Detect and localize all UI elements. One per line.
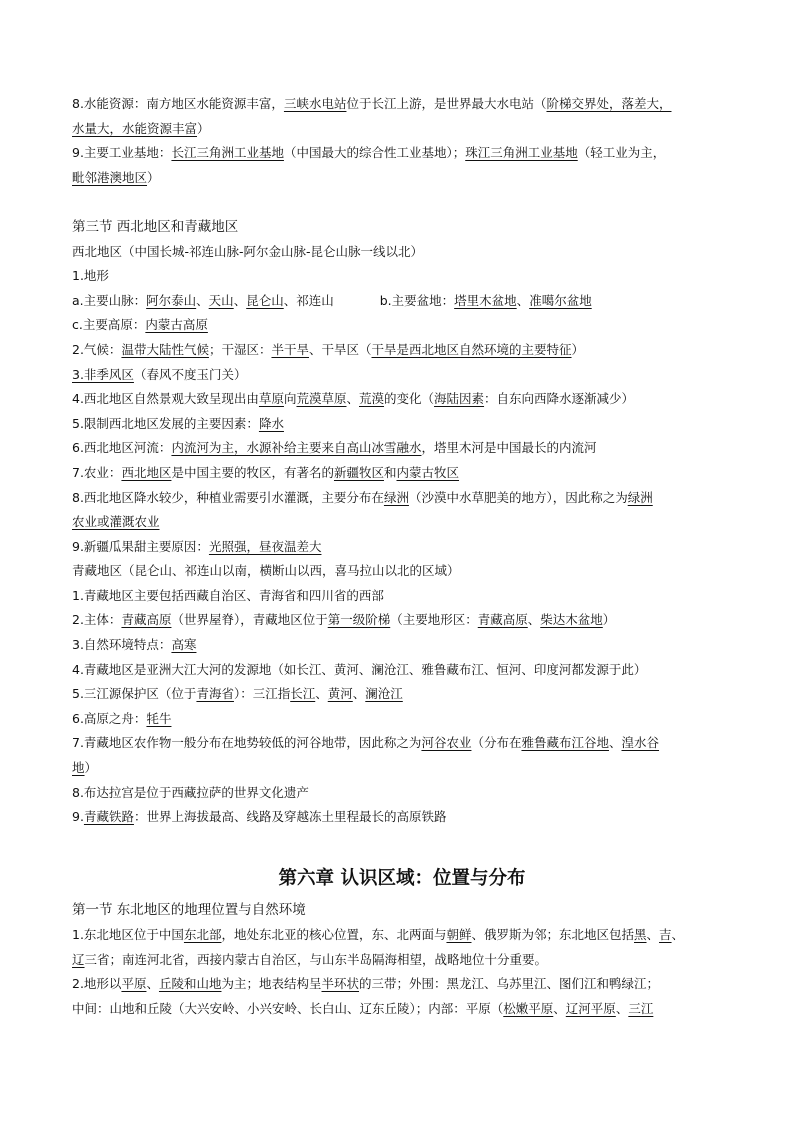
- text-segment: 9.: [72, 809, 84, 825]
- underlined-term: 降水: [258, 415, 284, 431]
- text-line: [72, 461, 732, 486]
- text-segment: 西北地区（中国长城-祁连山脉-阿尔金山脉-昆仑山脉一线以北）: [72, 243, 424, 259]
- text-line: [72, 92, 732, 117]
- text-segment: 、: [646, 927, 660, 942]
- text-segment: 和: [383, 464, 397, 480]
- text-line: [72, 608, 732, 633]
- underlined-term: 东北部: [183, 927, 222, 942]
- text-segment: 第一节 东北地区的地理位置与自然环境: [72, 902, 306, 919]
- text-segment: 1.地形: [72, 268, 109, 284]
- underlined-term: 青藏高原: [121, 612, 172, 628]
- section-heading: [72, 898, 732, 923]
- text-line: [72, 658, 732, 683]
- underlined-term: 阿尔泰山: [146, 292, 197, 308]
- underlined-term: 吉: [659, 927, 672, 942]
- text-segment: 2.主体：: [72, 612, 122, 628]
- underlined-term: 三江: [628, 1000, 654, 1016]
- text-segment: 2.气候：: [72, 341, 122, 357]
- underlined-term: 辽: [72, 951, 85, 967]
- text-segment: ，地处东北亚的核心位置，东、北两面与: [221, 927, 447, 942]
- text-segment: 3.自然环境特点：: [72, 637, 172, 653]
- underlined-term: 澜沧江: [365, 686, 403, 702]
- text-segment: 是中国主要的牧区，有著名的: [171, 464, 334, 480]
- text-line: [72, 289, 732, 314]
- underlined-term: 草原: [258, 391, 284, 407]
- text-segment: 8.西北地区降水较少，种植业需要引水灌溉，主要分布在: [72, 489, 384, 505]
- underlined-term: 珠江三角洲工业基地: [465, 145, 578, 161]
- underlined-term: 青海省: [196, 686, 234, 702]
- underlined-term: 长江三角洲工业基地: [171, 145, 284, 161]
- text-segment: ：自东向西降水逐渐减少）: [484, 391, 635, 407]
- text-line: [72, 972, 732, 997]
- text-segment: （世界屋脊），青藏地区位于: [171, 612, 328, 628]
- text-segment: 、: [516, 292, 530, 308]
- underlined-term: 雅鲁藏布江谷地: [521, 735, 609, 751]
- underlined-term: 平原: [121, 976, 147, 992]
- text-segment: 三省；南连河北省，西接内蒙古自治区，与山东半岛隔海相望，战略地位十分重要。: [84, 951, 548, 967]
- underlined-term: 高寒: [171, 637, 197, 653]
- text-line: [72, 264, 732, 289]
- underlined-term: 内蒙古牧区: [396, 464, 460, 480]
- text-line: [72, 584, 732, 609]
- underlined-term: 毗邻港澳地区: [72, 169, 148, 185]
- underlined-term: 阶梯交界处，落差大，: [546, 96, 672, 111]
- text-segment: 、俄罗斯为邻；东北地区包括: [471, 927, 634, 942]
- underlined-term: 新疆牧区: [333, 464, 384, 480]
- text-segment: 9.主要工业基地：: [72, 145, 172, 161]
- text-segment: 4.西北地区自然景观大致呈现出由: [72, 391, 259, 407]
- text-line: [72, 510, 732, 535]
- text-line: [72, 313, 732, 338]
- text-segment: 、: [346, 391, 359, 407]
- chapter-title: [72, 860, 732, 898]
- text-segment: （主要地形区：: [390, 612, 478, 628]
- text-segment: ）：三江指: [233, 686, 291, 702]
- text-segment: 、: [315, 686, 328, 702]
- text-segment: 为主；地表结构呈: [221, 976, 322, 992]
- underlined-term: 3.非季风区: [72, 366, 134, 382]
- underlined-term: 牦牛: [146, 710, 172, 726]
- underlined-term: 准噶尔盆地: [529, 292, 592, 308]
- text-segment: a.主要山脉：: [72, 292, 147, 308]
- text-segment: ）: [147, 169, 160, 185]
- underlined-term: 柴达木盆地: [540, 612, 603, 628]
- text-segment: 、: [352, 686, 366, 702]
- underlined-term: 地: [72, 760, 85, 776]
- section-heading: [72, 215, 732, 240]
- text-segment: 、: [146, 976, 159, 992]
- text-segment: 的变化（: [384, 391, 435, 407]
- text-segment: 2.地形以: [72, 976, 122, 992]
- text-segment: 6.西北地区河流：: [72, 440, 172, 456]
- text-line: [72, 997, 732, 1022]
- underlined-term: 温带大陆性气候: [121, 341, 209, 357]
- text-line: [72, 166, 732, 191]
- underlined-term: 三峡水电站: [283, 96, 347, 111]
- underlined-term: 绿洲: [627, 489, 653, 505]
- underlined-term: 松嫩平原: [503, 1000, 554, 1016]
- text-segment: 第三节 西北地区和青藏地区: [72, 218, 239, 235]
- text-line: [72, 948, 732, 973]
- text-segment: ）: [197, 120, 210, 136]
- underlined-term: 塔里木盆地: [454, 292, 517, 308]
- text-segment: 7.农业：: [72, 464, 122, 480]
- text-line: [72, 535, 732, 560]
- text-segment: 1.青藏地区主要包括西藏自治区、青海省和四川省的西部: [72, 587, 384, 603]
- text-segment: 、: [615, 1000, 629, 1016]
- text-segment: 、: [608, 735, 622, 751]
- underlined-term: 绿洲: [383, 489, 409, 505]
- text-line: [72, 707, 732, 732]
- document-page: [72, 92, 732, 1021]
- underlined-term: 海陆因素: [434, 391, 485, 407]
- text-line: [72, 559, 732, 584]
- underlined-term: 昆仑山: [246, 292, 284, 308]
- text-segment: c.主要高原：: [72, 317, 146, 333]
- blank-line: [72, 190, 732, 215]
- underlined-term: 水量大，水能资源丰富: [72, 120, 198, 136]
- blank-line: [72, 830, 732, 855]
- underlined-term: 光照强，昼夜温差大: [208, 538, 322, 554]
- text-line: [72, 682, 732, 707]
- text-segment: ；干湿区：: [208, 341, 272, 357]
- text-segment: 、: [233, 292, 247, 308]
- text-segment: 5.限制西北地区发展的主要因素：: [72, 415, 259, 431]
- text-segment: 位于长江上游，是世界最大水电站（: [346, 96, 547, 111]
- text-line: [72, 486, 732, 511]
- underlined-term: 青藏高原: [477, 612, 528, 628]
- text-line: [72, 436, 732, 461]
- underlined-term: 农业或灌溉农业: [72, 514, 160, 530]
- text-segment: 、: [553, 1000, 566, 1016]
- text-segment: 的三带；外围：黑龙江、乌苏里江、图们江和鸭绿江；: [359, 976, 660, 992]
- underlined-term: 辽河平原: [565, 1000, 616, 1016]
- text-line: [72, 117, 732, 142]
- underlined-term: 河谷农业: [421, 735, 472, 751]
- text-segment: 第六章 认识区域：位置与分布: [278, 868, 526, 890]
- text-line: [72, 338, 732, 363]
- underlined-term: 第一级阶梯: [327, 612, 391, 628]
- underlined-term: 黄河: [327, 686, 353, 702]
- underlined-term: 青藏铁路: [83, 809, 134, 825]
- text-line: [72, 633, 732, 658]
- underlined-term: 长江: [290, 686, 316, 702]
- text-segment: 、: [196, 292, 209, 308]
- text-segment: （沙漠中水草肥美的地方），因此称之为: [408, 489, 628, 505]
- text-segment: ）: [571, 341, 585, 357]
- text-segment: 1.东北地区位于中国: [72, 927, 184, 942]
- text-segment: （轻工业为主，: [577, 145, 666, 161]
- text-segment: b.主要盆地：: [379, 292, 455, 308]
- text-segment: （中国最大的综合性工业基地）；: [283, 145, 466, 161]
- text-line: [72, 240, 732, 265]
- text-segment: 4.青藏地区是亚洲大江大河的发源地（如长江、黄河、澜沧江、雅鲁藏布江、恒河、印度河都发源于此）: [72, 661, 647, 677]
- underlined-term: 半环状: [321, 976, 360, 992]
- underlined-term: 天山: [208, 292, 234, 308]
- underlined-term: 荒漠草原: [296, 391, 347, 407]
- underlined-term: 丘陵和山地: [158, 976, 222, 992]
- text-line: [72, 363, 732, 388]
- text-line: [72, 756, 732, 781]
- text-line: [72, 412, 732, 437]
- underlined-term: 内流河为主，水源补给主要来自高山冰雪融水: [171, 440, 422, 456]
- text-line: [72, 805, 732, 830]
- text-segment: 9.新疆瓜果甜主要原因：: [72, 538, 209, 554]
- text-segment: （分布在: [471, 735, 522, 751]
- text-segment: 青藏地区（昆仑山、祁连山以南，横断山以西，喜马拉山以北的区域）: [72, 563, 460, 579]
- underlined-term: 黑: [634, 927, 647, 942]
- text-segment: ）: [602, 612, 616, 628]
- text-segment: 8.布达拉宫是位于西藏拉萨的世界文化遗产: [72, 784, 309, 800]
- text-line: [72, 387, 732, 412]
- underlined-term: 内蒙古高原: [145, 317, 208, 333]
- text-segment: ）: [84, 760, 98, 776]
- text-segment: 5.三江源保护区（位于: [72, 686, 197, 702]
- text-segment: 7.青藏地区农作物一般分布在地势较低的河谷地带，因此称之为: [72, 735, 422, 751]
- underlined-term: 西北地区: [121, 464, 172, 480]
- text-segment: 中间：山地和丘陵（大兴安岭、小兴安岭、长白山、辽东丘陵）；内部：平原（: [72, 1000, 504, 1016]
- text-segment: 、干旱区（: [308, 341, 372, 357]
- underlined-term: 荒漠: [359, 391, 385, 407]
- text-segment: 8.水能资源：南方地区水能资源丰富，: [72, 96, 284, 111]
- text-line: [72, 923, 732, 948]
- underlined-term: 半干旱: [271, 341, 309, 357]
- text-segment: （春风不度玉门关）: [133, 366, 247, 382]
- text-line: [72, 731, 732, 756]
- underlined-term: 干旱是西北地区自然环境的主要特征: [371, 341, 572, 357]
- text-line: [72, 141, 732, 166]
- text-line: [72, 781, 732, 806]
- text-segment: 、祁连山: [283, 292, 334, 308]
- text-segment: ，塔里木河是中国最长的内流河: [421, 440, 597, 456]
- underlined-term: 朝鲜: [446, 927, 472, 942]
- underlined-term: 湟水谷: [621, 735, 660, 751]
- text-segment: 、: [527, 612, 541, 628]
- text-segment: 向: [283, 391, 297, 407]
- text-segment: 、: [671, 927, 685, 942]
- text-segment: ：世界上海拔最高、线路及穿越冻土里程最长的高原铁路: [133, 809, 447, 825]
- text-segment: 6.高原之舟：: [72, 710, 147, 726]
